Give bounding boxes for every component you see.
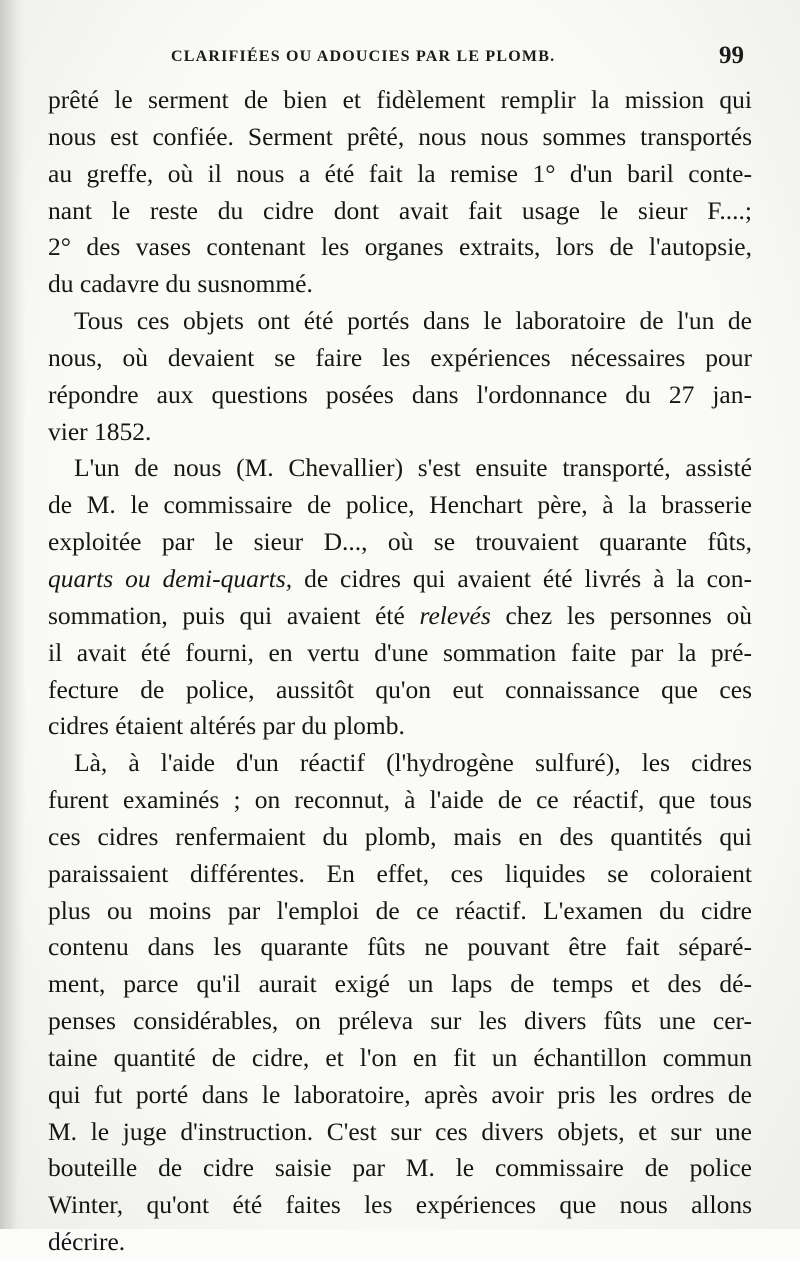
running-title: CLARIFIÉES OU ADOUCIES PAR LE PLOMB. [171, 48, 556, 65]
text-line: fecture de police, aussitôt qu'on eut connaissance que ces [48, 674, 752, 704]
text-line: qui fut porté dans le laboratoire, après avoir pris les ordres de [48, 1079, 752, 1109]
text-line: contenu dans les quarante fûts ne pouvant être fait séparé- [48, 932, 752, 962]
text-line: Là, à l'aide d'un réactif (l'hydrogène sulfuré), les cidres [74, 748, 752, 778]
text-line: exploitée par le sieur D..., où se trouvaient quarante fûts, [48, 527, 752, 557]
text-line: paraissaient différentes. En effet, ces liquides se coloraient [48, 858, 752, 888]
text-line: de M. le commissaire de police, Henchart père, à la brasserie [48, 490, 752, 520]
paragraph-3 [48, 450, 752, 745]
text-line: plus ou moins par l'emploi de ce réactif. L'examen du cidre [48, 895, 752, 925]
text-line: nant le reste du cidre dont avait fait usage le sieur F....; [48, 195, 752, 225]
text-line: prêté le serment de bien et fidèlement remplir la mission qui [48, 85, 752, 114]
text-line [48, 598, 752, 635]
text-line: penses considérables, on préleva sur les divers fûts une cer- [48, 1006, 752, 1036]
text-fragment: de cidres qui avaient été livrés à la con- [304, 563, 752, 593]
text-line: décrire. [48, 1227, 126, 1257]
text-line: répondre aux questions posées dans l'ordonnance du 27 jan- [48, 379, 752, 409]
text-line [48, 561, 752, 598]
binding-gutter [0, 0, 26, 1229]
text-line: ment, parce qu'il aurait exigé un laps de temps et des dé- [48, 969, 752, 999]
text-fragment: sommation, puis qui avaient été [48, 600, 405, 630]
text-line: nous, où devaient se faire les expériences nécessaires pour [48, 342, 752, 372]
text-line: nous est confiée. Serment prêté, nous nous sommes transportés [48, 121, 752, 151]
paragraph-4 [48, 745, 752, 1261]
paragraph-1 [48, 82, 752, 303]
text-line: Winter, qu'ont été faites les expériences que nous allons [48, 1190, 752, 1220]
page-number: 99 [719, 42, 744, 69]
text-line: Tous ces objets ont été portés dans le laboratoire de l'un de [74, 306, 752, 336]
paragraph-2 [48, 303, 752, 450]
page-header [60, 44, 750, 84]
text-fragment: chez les personnes où [505, 600, 753, 630]
italic-phrase: quarts ou demi-quarts, [48, 563, 293, 593]
text-line: au greffe, où il nous a été fait la remise 1° d'un baril conte- [48, 158, 752, 188]
text-line: furent examinés ; on reconnut, à l'aide de ce réactif, que tous [48, 785, 752, 815]
text-line: ces cidres renfermaient du plomb, mais en des quantités qui [48, 821, 752, 851]
text-line: M. le juge d'instruction. C'est sur ces divers objets, et sur une [48, 1116, 752, 1146]
text-line: bouteille de cidre saisie par M. le commissaire de police [48, 1153, 752, 1183]
text-line: taine quantité de cidre, et l'on en fit un échantillon commun [48, 1042, 752, 1072]
text-line: cidres étaient altérés par du plomb. [48, 711, 405, 741]
text-line: du cadavre du susnommé. [48, 269, 313, 299]
text-line: L'un de nous (M. Chevallier) s'est ensuite transporté, assisté [74, 453, 752, 483]
text-line: vier 1852. [48, 416, 152, 446]
italic-word: relevés [419, 600, 491, 630]
body-text [48, 82, 752, 1261]
text-line: 2° des vases contenant les organes extraits, lors de l'autopsie, [48, 232, 752, 262]
text-line: il avait été fourni, en vertu d'une sommation faite par la pré- [48, 637, 752, 667]
